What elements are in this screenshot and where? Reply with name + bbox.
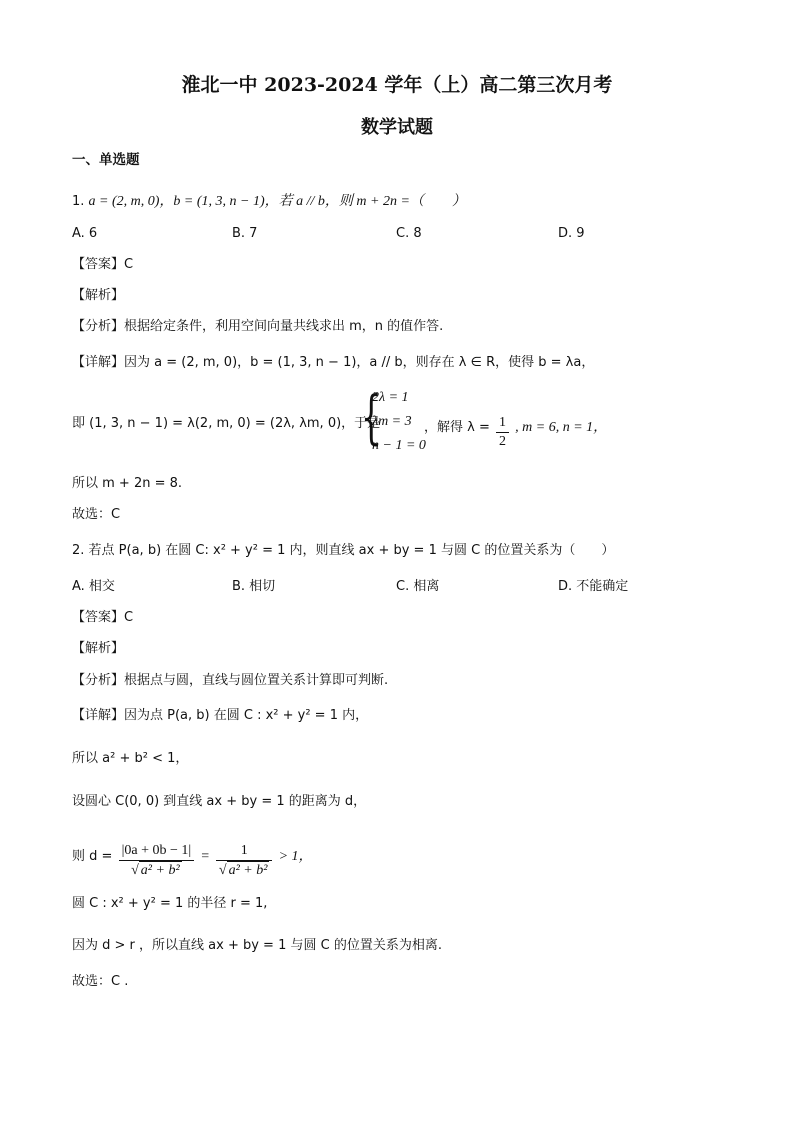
q1-option-d: D. 9 [558, 226, 585, 241]
q2-frac2-radicand: a² + b² [228, 863, 268, 878]
q2-stem-row [72, 541, 614, 561]
q1-option-a: A. 6 [72, 226, 98, 241]
q1-option-b: B. 7 [232, 226, 258, 241]
q2-frac2-den: √ a² + b² [218, 863, 268, 878]
q2-detail-1: 【详解】因为点 P(a, b) 在圆 C : x² + y² = 1 内， [72, 708, 369, 723]
q2-fenxi: 【分析】根据点与圆，直线与圆位置关系计算即可判断. [72, 673, 389, 688]
q1-choose: 故选：C [72, 507, 121, 522]
q1-answer: 【答案】C [72, 257, 134, 272]
q1-number: 1. [72, 194, 85, 209]
q1-detail-2-left: 即 (1, 3, n − 1) = λ(2, m, 0) = (2λ, λm, 0)，于是 [72, 416, 381, 431]
q2-stem: 若点 P(a, b) 在圆 C: x² + y² = 1 内，则直线 ax + by = 1 与圆 C 的位置关系为（ ） [88, 543, 615, 558]
q1-system-row-1: 2λ = 1 [372, 390, 409, 405]
q2-number: 2. [72, 543, 85, 558]
q1-option-c: C. 8 [396, 226, 422, 241]
q1-frac-num: 1 [496, 414, 509, 433]
q2-distance-fraction-2 [216, 842, 273, 880]
q1-solve-text: ，解得 λ = [424, 420, 490, 435]
q2-frac2-num: 1 [216, 842, 273, 861]
q2-d-suffix: > 1， [278, 849, 313, 864]
q2-frac1-num: |0a + 0b − 1| [119, 842, 195, 861]
q2-option-c: C. 相离 [396, 579, 440, 594]
q2-frac1-radicand: a² + b² [140, 863, 180, 878]
q1-solve-result: , m = 6, n = 1， [515, 420, 608, 435]
q1-detail-3: 所以 m + 2n = 8. [72, 476, 183, 491]
q2-detail-5: 圆 C : x² + y² = 1 的半径 r = 1, [72, 896, 268, 911]
q2-frac1-den: √ a² + b² [131, 863, 180, 878]
q2-option-d: D. 不能确定 [558, 579, 629, 594]
q1-detail-2-mid [424, 414, 607, 451]
q2-detail-3: 设圆心 C(0, 0) 到直线 ax + by = 1 的距离为 d， [72, 794, 367, 809]
q1-stem-row [72, 192, 466, 212]
q1-lambda-fraction [496, 414, 509, 451]
q2-answer: 【答案】C [72, 610, 134, 625]
q2-detail-6: 因为 d > r ，所以直线 ax + by = 1 与圆 C 的位置关系为相离. [72, 938, 442, 953]
q1-analysis-label: 【解析】 [72, 288, 125, 303]
document-subtitle: 数学试题 [361, 117, 433, 138]
q2-distance-fraction-1 [119, 842, 195, 880]
q2-option-a: A. 相交 [72, 579, 115, 594]
section-heading: 一、单选题 [72, 152, 140, 168]
q1-system-row-2: λm = 3 [372, 414, 412, 429]
q1-system-brace: { [361, 383, 382, 451]
q1-frac-den: 2 [499, 434, 506, 449]
q2-distance-row: 则 d = $\frac{|0a + 0b - 1|}{\text{√ a² + b²}}$ = $\frac{1}{\text{√ a² + b²}}$ > 1， [72, 843, 313, 878]
q1-detail-1: 【详解】因为 a = (2, m, 0)，b = (1, 3, n − 1)，a // b，则存在 λ ∈ R，使得 b = λa， [72, 355, 595, 370]
q2-choose: 故选：C . [72, 974, 129, 989]
q2-option-b: B. 相切 [232, 579, 276, 594]
q2-d-prefix: 则 d = [72, 849, 113, 864]
q1-fenxi: 【分析】根据给定条件，利用空间向量共线求出 m，n 的值作答. [72, 319, 444, 334]
q1-system-row-3: n − 1 = 0 [372, 438, 426, 453]
document-title: 淮北一中 2023-2024 学年（上）高二第三次月考 [181, 74, 613, 96]
q1-stem: a = (2, m, 0)，b = (1, 3, n − 1)，若 a // b，则 m + 2n =（ ） [88, 194, 466, 209]
q2-detail-2: 所以 a² + b² < 1， [72, 751, 189, 766]
q2-analysis-label: 【解析】 [72, 641, 125, 656]
